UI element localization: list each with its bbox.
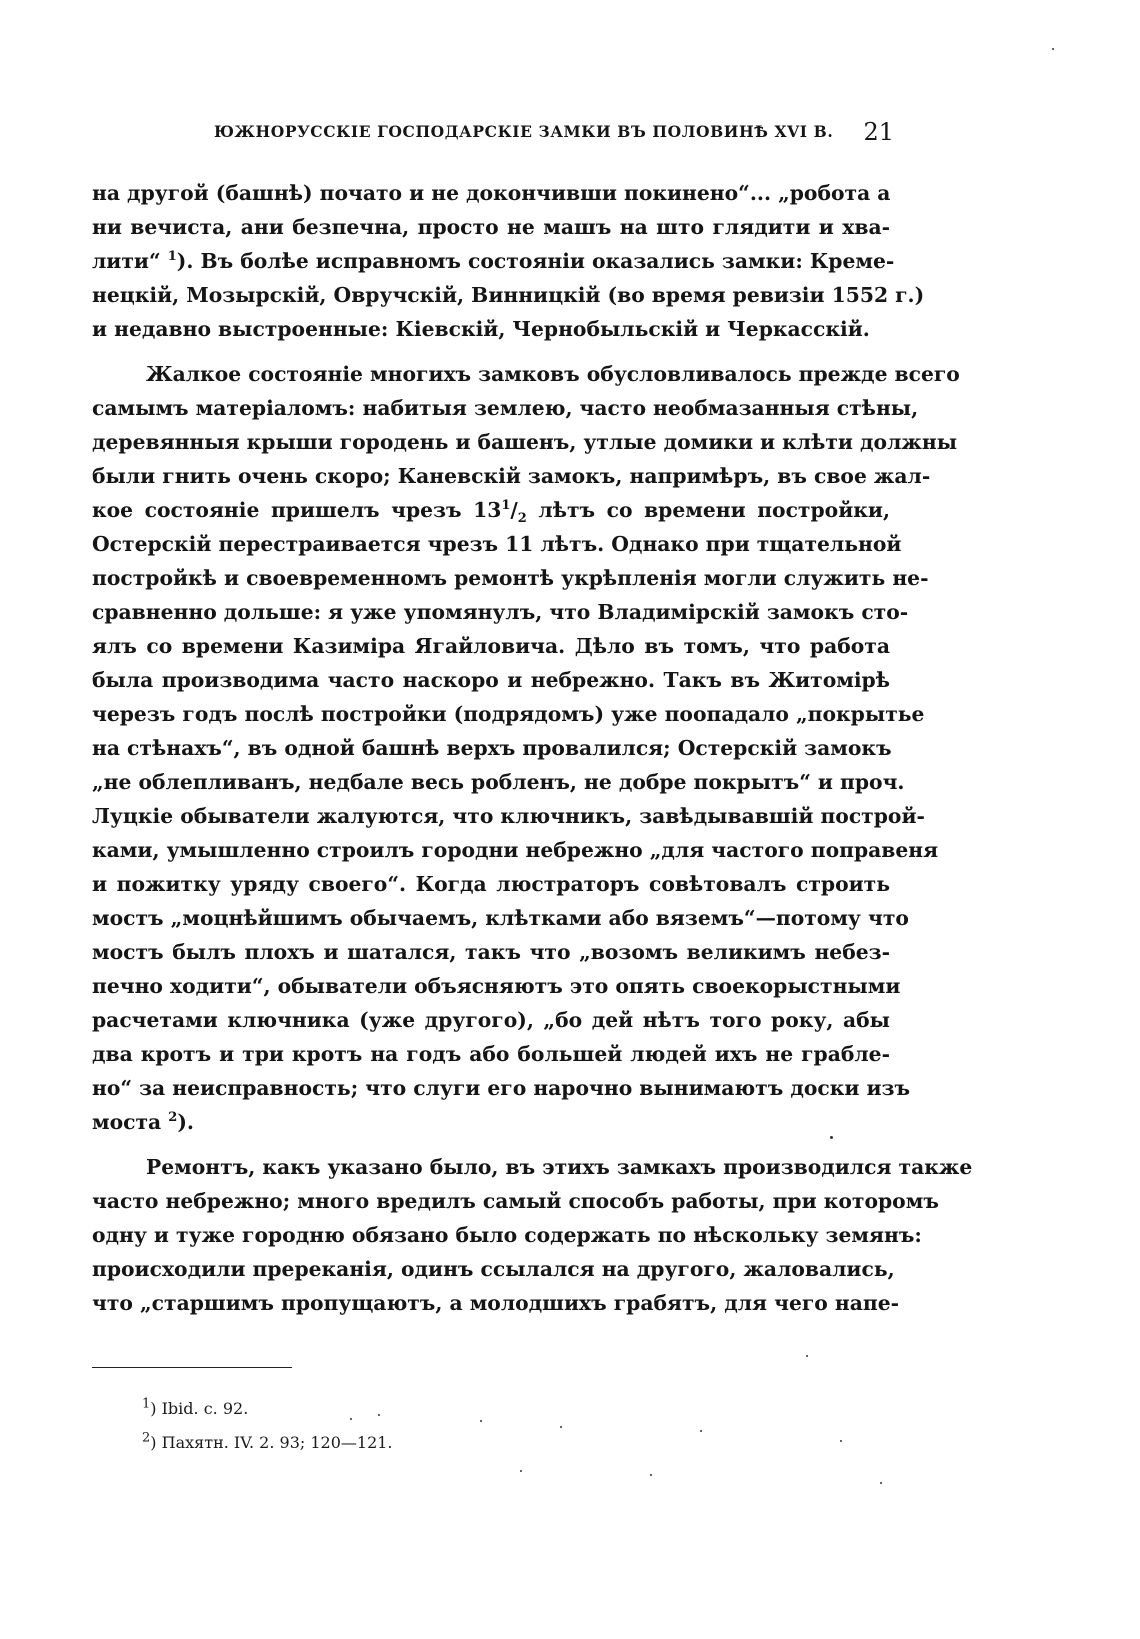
text-fragment: кое состояніе пришелъ чрезъ 13 (92, 498, 502, 522)
fraction-denominator: 2 (517, 511, 527, 527)
text-line: нецкій, Мозырскій, Овручскій, Винницкій (во время ревизіи 1552 г.) (92, 283, 925, 307)
paragraph-gap (92, 1139, 890, 1150)
running-title: ЮЖНОРУССКІЕ ГОСПОДАРСКІЕ ЗАМКИ ВЪ ПОЛОВИНѢ XVI В. (214, 122, 834, 141)
footnotes (142, 1392, 742, 1460)
text-line: и пожитку уряду своего“. Когда люстраторъ совѣтовалъ строить (92, 872, 890, 896)
text-line: на другой (башнѣ) почато и не докончивши покинено“... „робота а (92, 181, 891, 205)
text-line: одну и туже городню обязано было содержать по нѣскольку земянъ: (92, 1223, 922, 1247)
footnote (142, 1426, 742, 1460)
text-line: на стѣнахъ“, въ одной башнѣ верхъ провалился; Остерскій замокъ (92, 736, 892, 760)
footnote-ref: 2 (168, 1110, 178, 1126)
scan-speck (520, 1470, 522, 1472)
scan-speck (830, 1136, 833, 1139)
text-fragment: моста (92, 1110, 162, 1134)
text-line: черезъ годъ послѣ постройки (подрядомъ) уже поопадало „покрытье (92, 702, 925, 726)
text-line: мостъ былъ плохъ и шатался, такъ что „возомъ великимъ небез- (92, 940, 890, 964)
text-line: Остерскій перестраивается чрезъ 11 лѣтъ. Однако при тщательной (92, 532, 902, 556)
paragraph-gap (92, 346, 890, 357)
text-line (92, 1105, 890, 1139)
text-line: но“ за неисправность; что слуги его нарочно вынимаютъ доски изъ (92, 1076, 911, 1100)
text-line: Жалкое состояніе многихъ замковъ обусловливалось прежде всего (146, 362, 960, 386)
footnote-ref: 1 (167, 249, 177, 265)
footnote-mark: 1 (142, 1396, 151, 1412)
text-line: сравненно дольше: я уже упомянулъ, что Владимірскій замокъ сто- (92, 600, 909, 624)
text-line: расчетами ключника (уже другого), „бо дей нѣтъ того року, абы (92, 1008, 890, 1032)
text-line: была производима часто наскоро и небрежно. Такъ въ Житомірѣ (92, 668, 890, 692)
fraction-numerator: 1 (501, 498, 511, 514)
text-line: Луцкіе обыватели жалуются, что ключникъ, завѣдывавшій построй- (92, 804, 925, 828)
text-line: ялъ со времени Казиміра Ягайловича. Дѣло въ томъ, что работа (92, 634, 890, 658)
scan-speck (560, 1426, 562, 1428)
text-line: „не облепливанъ, недбале весь робленъ, не добре покрытъ“ и проч. (92, 770, 905, 794)
text-line: постройкѣ и своевременномъ ремонтѣ укрѣпленія могли служить не- (92, 566, 929, 590)
scan-speck (378, 1414, 380, 1416)
text-line: ками, умышленно строилъ городни небрежно „для частого поправеня (92, 838, 939, 862)
footnote-divider (92, 1367, 292, 1368)
body-text (92, 176, 973, 1320)
text-line (92, 493, 890, 527)
footnote-text: ) Пахятн. IV. 2. 93; 120—121. (150, 1433, 393, 1452)
text-line: мостъ „моцнѣйшимъ обычаемъ, клѣтками або вяземъ“—потому что (92, 906, 909, 930)
text-fragment: ). Въ болѣе исправномъ состояніи оказались замки: Креме- (176, 249, 895, 273)
scan-speck (1052, 48, 1054, 50)
text-line: деревянныя крыши городень и башенъ, утлые домики и клѣти должны (92, 430, 958, 454)
text-line: печно ходити“, обыватели объясняютъ это опять своекорыстными (92, 974, 901, 998)
footnote-text: ) Ibid. c. 92. (150, 1399, 249, 1418)
text-fragment: ). (177, 1110, 194, 1134)
scan-speck (700, 1430, 702, 1432)
text-line: самымъ матеріаломъ: набитыя землею, часто необмазанныя стѣны, (92, 396, 919, 420)
text-line: и недавно выстроенные: Кіевскій, Чернобыльскій и Черкасскій. (92, 317, 870, 341)
text-line: два кротъ и три кротъ на годъ або большей людей ихъ не грабле- (92, 1042, 890, 1066)
text-line: были гнить очень скоро; Каневскій замокъ, напримѣръ, въ свое жал- (92, 464, 931, 488)
scan-speck (880, 1482, 882, 1484)
text-line (92, 244, 895, 278)
text-fragment: лѣтъ со времени постройки, (538, 498, 890, 522)
fraction-slash: / (510, 498, 518, 522)
text-line: что „старшимъ пропущаютъ, а молодшихъ грабятъ, для чего напе- (92, 1291, 900, 1315)
footnote (142, 1392, 742, 1426)
scan-speck (806, 1355, 808, 1357)
text-line: происходили пререканія, одинъ ссылался на другого, жаловались, (92, 1257, 895, 1281)
text-line: Ремонтъ, какъ указано было, въ этихъ замкахъ производился также (146, 1155, 973, 1179)
scan-speck (350, 1418, 352, 1420)
running-head (214, 118, 894, 148)
scan-speck (650, 1474, 652, 1476)
text-line: ни вечиста, ани безпечна, просто не машъ на што глядити и хва- (92, 215, 890, 239)
page-number: 21 (863, 118, 894, 146)
scan-speck (480, 1420, 482, 1422)
text-fragment: лити“ (92, 249, 161, 273)
footnote-mark: 2 (142, 1430, 151, 1446)
scan-speck (840, 1440, 842, 1442)
text-line: часто небрежно; много вредилъ самый способъ работы, при которомъ (92, 1189, 939, 1213)
